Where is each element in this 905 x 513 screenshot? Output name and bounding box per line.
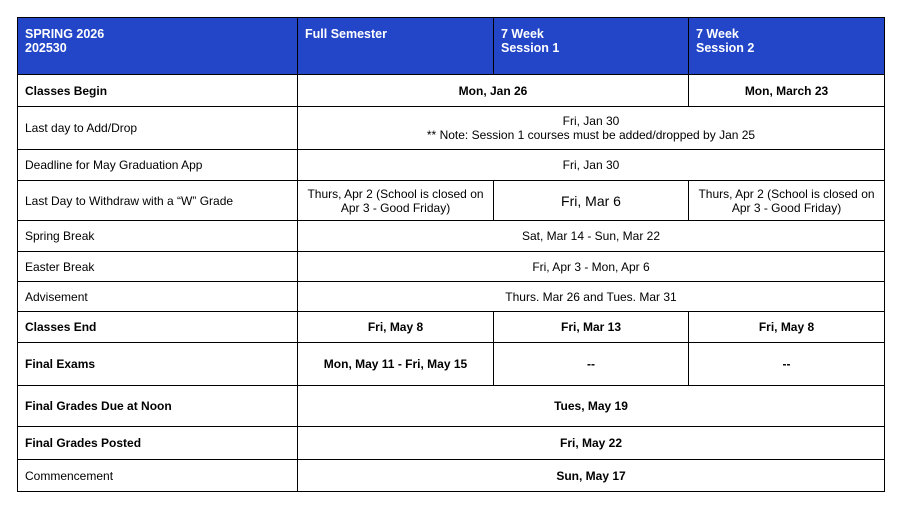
table-row xyxy=(18,343,885,386)
academic-calendar-table xyxy=(17,17,885,492)
header-session-2: 7 Week Session 2 xyxy=(689,18,885,75)
cell-value: Fri, May 8 xyxy=(298,312,494,343)
cell-value: Sat, Mar 14 - Sun, Mar 22 xyxy=(298,221,885,252)
row-label: Spring Break xyxy=(18,221,298,252)
header-term xyxy=(18,18,298,75)
header-session-1: 7 Week Session 1 xyxy=(494,18,689,75)
add-drop-note: ** Note: Session 1 courses must be added/dropped by Jan 25 xyxy=(426,128,756,142)
header-row xyxy=(18,18,885,75)
table-row xyxy=(18,282,885,312)
row-label: Advisement xyxy=(18,282,298,312)
table-row xyxy=(18,312,885,343)
row-label: Final Grades Due at Noon xyxy=(18,386,298,427)
cell-value: Fri, Mar 6 xyxy=(494,181,689,221)
cell-value: Mon, March 23 xyxy=(689,75,885,107)
cell-value: Mon, Jan 26 xyxy=(298,75,689,107)
cell-value xyxy=(298,107,885,150)
cell-value: Thurs, Apr 2 (School is closed on Apr 3 - Good Friday) xyxy=(298,181,494,221)
header-full-semester: Full Semester xyxy=(298,18,494,75)
table-row xyxy=(18,427,885,460)
cell-value: Sun, May 17 xyxy=(298,460,885,492)
table-row xyxy=(18,181,885,221)
table-row xyxy=(18,221,885,252)
add-drop-date: Fri, Jan 30 xyxy=(562,114,620,128)
term-name: SPRING 2026 xyxy=(25,27,105,41)
row-label: Commencement xyxy=(18,460,298,492)
row-label: Classes End xyxy=(18,312,298,343)
cell-value: -- xyxy=(494,343,689,386)
table-row xyxy=(18,150,885,181)
table-row xyxy=(18,107,885,150)
cell-value: Fri, Mar 13 xyxy=(494,312,689,343)
row-label: Classes Begin xyxy=(18,75,298,107)
table-row xyxy=(18,386,885,427)
cell-value: Thurs, Apr 2 (School is closed on Apr 3 - Good Friday) xyxy=(689,181,885,221)
cell-value: Thurs. Mar 26 and Tues. Mar 31 xyxy=(298,282,885,312)
cell-value: Mon, May 11 - Fri, May 15 xyxy=(298,343,494,386)
cell-value: Fri, May 8 xyxy=(689,312,885,343)
cell-value: Tues, May 19 xyxy=(298,386,885,427)
row-label: Easter Break xyxy=(18,252,298,282)
row-label: Last day to Add/Drop xyxy=(18,107,298,150)
cell-value: -- xyxy=(689,343,885,386)
cell-value: Fri, Apr 3 - Mon, Apr 6 xyxy=(298,252,885,282)
row-label: Final Grades Posted xyxy=(18,427,298,460)
table-row xyxy=(18,75,885,107)
term-code: 202530 xyxy=(25,41,67,55)
table-row xyxy=(18,460,885,492)
row-label: Final Exams xyxy=(18,343,298,386)
cell-value: Fri, Jan 30 xyxy=(298,150,885,181)
table-row xyxy=(18,252,885,282)
row-label: Last Day to Withdraw with a “W” Grade xyxy=(18,181,298,221)
cell-value: Fri, May 22 xyxy=(298,427,885,460)
row-label: Deadline for May Graduation App xyxy=(18,150,298,181)
